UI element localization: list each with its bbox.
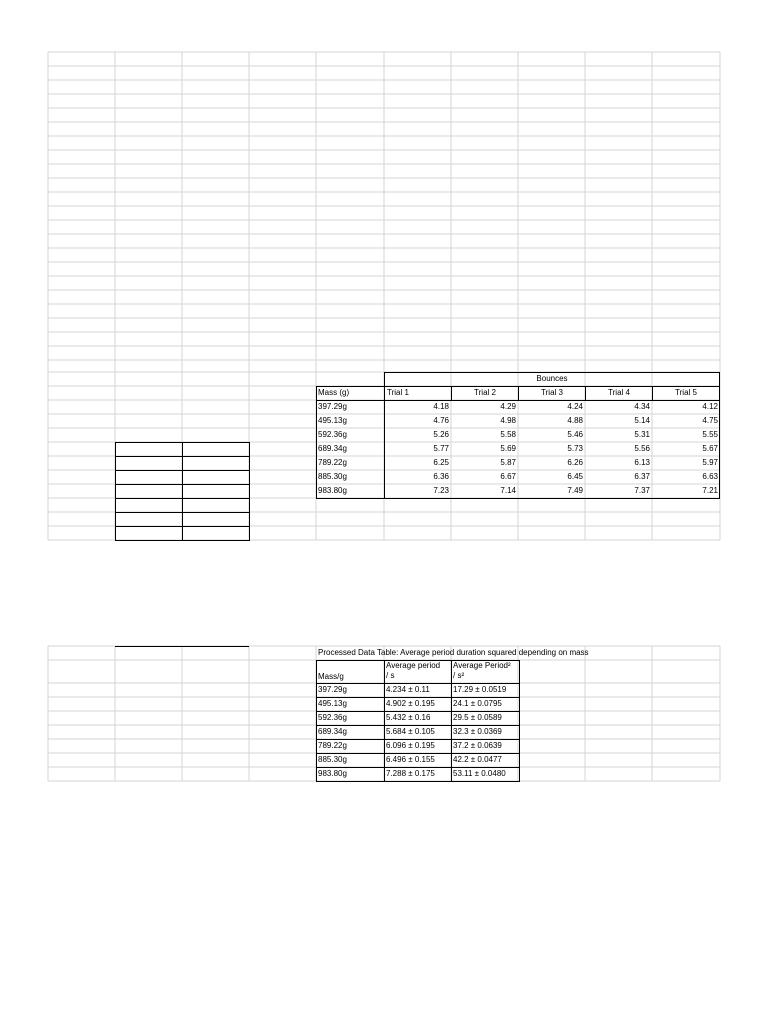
raw-row-5-trial-4: 6.13 xyxy=(634,458,650,467)
processed-row-1-avg: 4.234 ± 0.11 xyxy=(386,685,430,694)
raw-row-5-mass: 789.22g xyxy=(318,458,347,467)
raw-row-4-trial-5: 5.67 xyxy=(702,444,718,453)
raw-row-3-trial-2: 5.58 xyxy=(500,430,516,439)
avg-period-header-line-1: Average period xyxy=(386,661,441,670)
mass-column-header: Mass (g) xyxy=(318,388,350,397)
raw-row-4-trial-3: 5.73 xyxy=(567,444,583,453)
raw-row-2-mass: 495.13g xyxy=(318,416,347,425)
processed-row-1-sq: 17.29 ± 0.0519 xyxy=(453,685,507,694)
raw-row-2-trial-5: 4.75 xyxy=(702,416,718,425)
raw-row-6-trial-4: 6.37 xyxy=(634,472,650,481)
processed-row-2-mass: 495.13g xyxy=(318,699,347,708)
raw-row-5-trial-2: 5.87 xyxy=(500,458,516,467)
raw-row-7-trial-5: 7.21 xyxy=(702,486,718,495)
raw-row-6-mass: 885.30g xyxy=(318,472,347,481)
raw-row-1-trial-2: 4.29 xyxy=(500,402,516,411)
raw-row-2-trial-1: 4.76 xyxy=(433,416,449,425)
avg-period-sq-header-line-2: / s² xyxy=(453,671,465,680)
raw-row-7-trial-4: 7.37 xyxy=(634,486,650,495)
raw-row-4-mass: 689.34g xyxy=(318,444,347,453)
processed-row-4-mass: 689.34g xyxy=(318,727,347,736)
raw-row-2-trial-2: 4.98 xyxy=(500,416,516,425)
raw-row-7-trial-1: 7.23 xyxy=(433,486,449,495)
raw-row-4-trial-1: 5.77 xyxy=(433,444,449,453)
processed-row-5-mass: 789.22g xyxy=(318,741,347,750)
raw-row-1-mass: 397.29g xyxy=(318,402,347,411)
raw-row-3-trial-5: 5.55 xyxy=(702,430,718,439)
raw-row-3-trial-1: 5.26 xyxy=(433,430,449,439)
processed-row-3-avg: 5.432 ± 0.16 xyxy=(386,713,431,722)
processed-row-4-sq: 32.3 ± 0.0369 xyxy=(453,727,502,736)
raw-row-7-mass: 983.80g xyxy=(318,486,347,495)
raw-row-3-trial-4: 5.31 xyxy=(634,430,650,439)
raw-row-2-trial-3: 4.88 xyxy=(567,416,583,425)
processed-row-4-avg: 5.684 ± 0.105 xyxy=(386,727,435,736)
processed-row-3-mass: 592.36g xyxy=(318,713,347,722)
processed-table-caption: Processed Data Table: Average period duration squared depending on mass xyxy=(318,648,589,657)
raw-row-1-trial-5: 4.12 xyxy=(702,402,718,411)
avg-period-header-line-2: / s xyxy=(386,671,395,680)
avg-period-sq-header-line-1: Average Period² xyxy=(453,661,511,670)
raw-row-6-trial-3: 6.45 xyxy=(567,472,583,481)
processed-row-7-avg: 7.288 ± 0.175 xyxy=(386,769,435,778)
raw-row-4-trial-2: 5.69 xyxy=(500,444,516,453)
left-empty-table-borders xyxy=(115,442,250,647)
processed-row-1-mass: 397.29g xyxy=(318,685,347,694)
processed-row-5-sq: 37.2 ± 0.0639 xyxy=(453,741,502,750)
bounces-group-header: Bounces xyxy=(536,374,568,383)
processed-row-6-mass: 885.30g xyxy=(318,755,347,764)
trial-2-header: Trial 2 xyxy=(474,388,496,397)
processed-row-6-avg: 6.496 ± 0.155 xyxy=(386,755,435,764)
raw-row-6-trial-5: 6.63 xyxy=(702,472,718,481)
trial-5-header: Trial 5 xyxy=(675,388,697,397)
raw-row-5-trial-3: 6.26 xyxy=(567,458,583,467)
raw-row-1-trial-1: 4.18 xyxy=(433,402,449,411)
processed-row-2-avg: 4.902 ± 0.195 xyxy=(386,699,435,708)
processed-mass-header: Mass/g xyxy=(318,672,344,681)
raw-row-7-trial-3: 7.49 xyxy=(567,486,583,495)
raw-row-3-trial-3: 5.46 xyxy=(567,430,583,439)
processed-row-5-avg: 6.096 ± 0.195 xyxy=(386,741,435,750)
processed-row-3-sq: 29.5 ± 0.0589 xyxy=(453,713,502,722)
processed-row-7-mass: 983.80g xyxy=(318,769,347,778)
raw-row-3-mass: 592.36g xyxy=(318,430,347,439)
raw-row-6-trial-2: 6.67 xyxy=(500,472,516,481)
raw-row-1-trial-4: 4.34 xyxy=(634,402,650,411)
raw-row-5-trial-5: 5.97 xyxy=(702,458,718,467)
trial-3-header: Trial 3 xyxy=(541,388,563,397)
raw-row-6-trial-1: 6.36 xyxy=(433,472,449,481)
raw-row-4-trial-4: 5.56 xyxy=(634,444,650,453)
raw-row-1-trial-3: 4.24 xyxy=(567,402,583,411)
raw-row-2-trial-4: 5.14 xyxy=(634,416,650,425)
processed-row-7-sq: 53.11 ± 0.0480 xyxy=(453,769,506,778)
trial-1-header: Trial 1 xyxy=(387,388,409,397)
trial-4-header: Trial 4 xyxy=(608,388,630,397)
raw-row-5-trial-1: 6.25 xyxy=(433,458,449,467)
processed-row-6-sq: 42.2 ± 0.0477 xyxy=(453,755,502,764)
raw-row-7-trial-2: 7.14 xyxy=(500,486,516,495)
processed-row-2-sq: 24.1 ± 0.0795 xyxy=(453,699,502,708)
